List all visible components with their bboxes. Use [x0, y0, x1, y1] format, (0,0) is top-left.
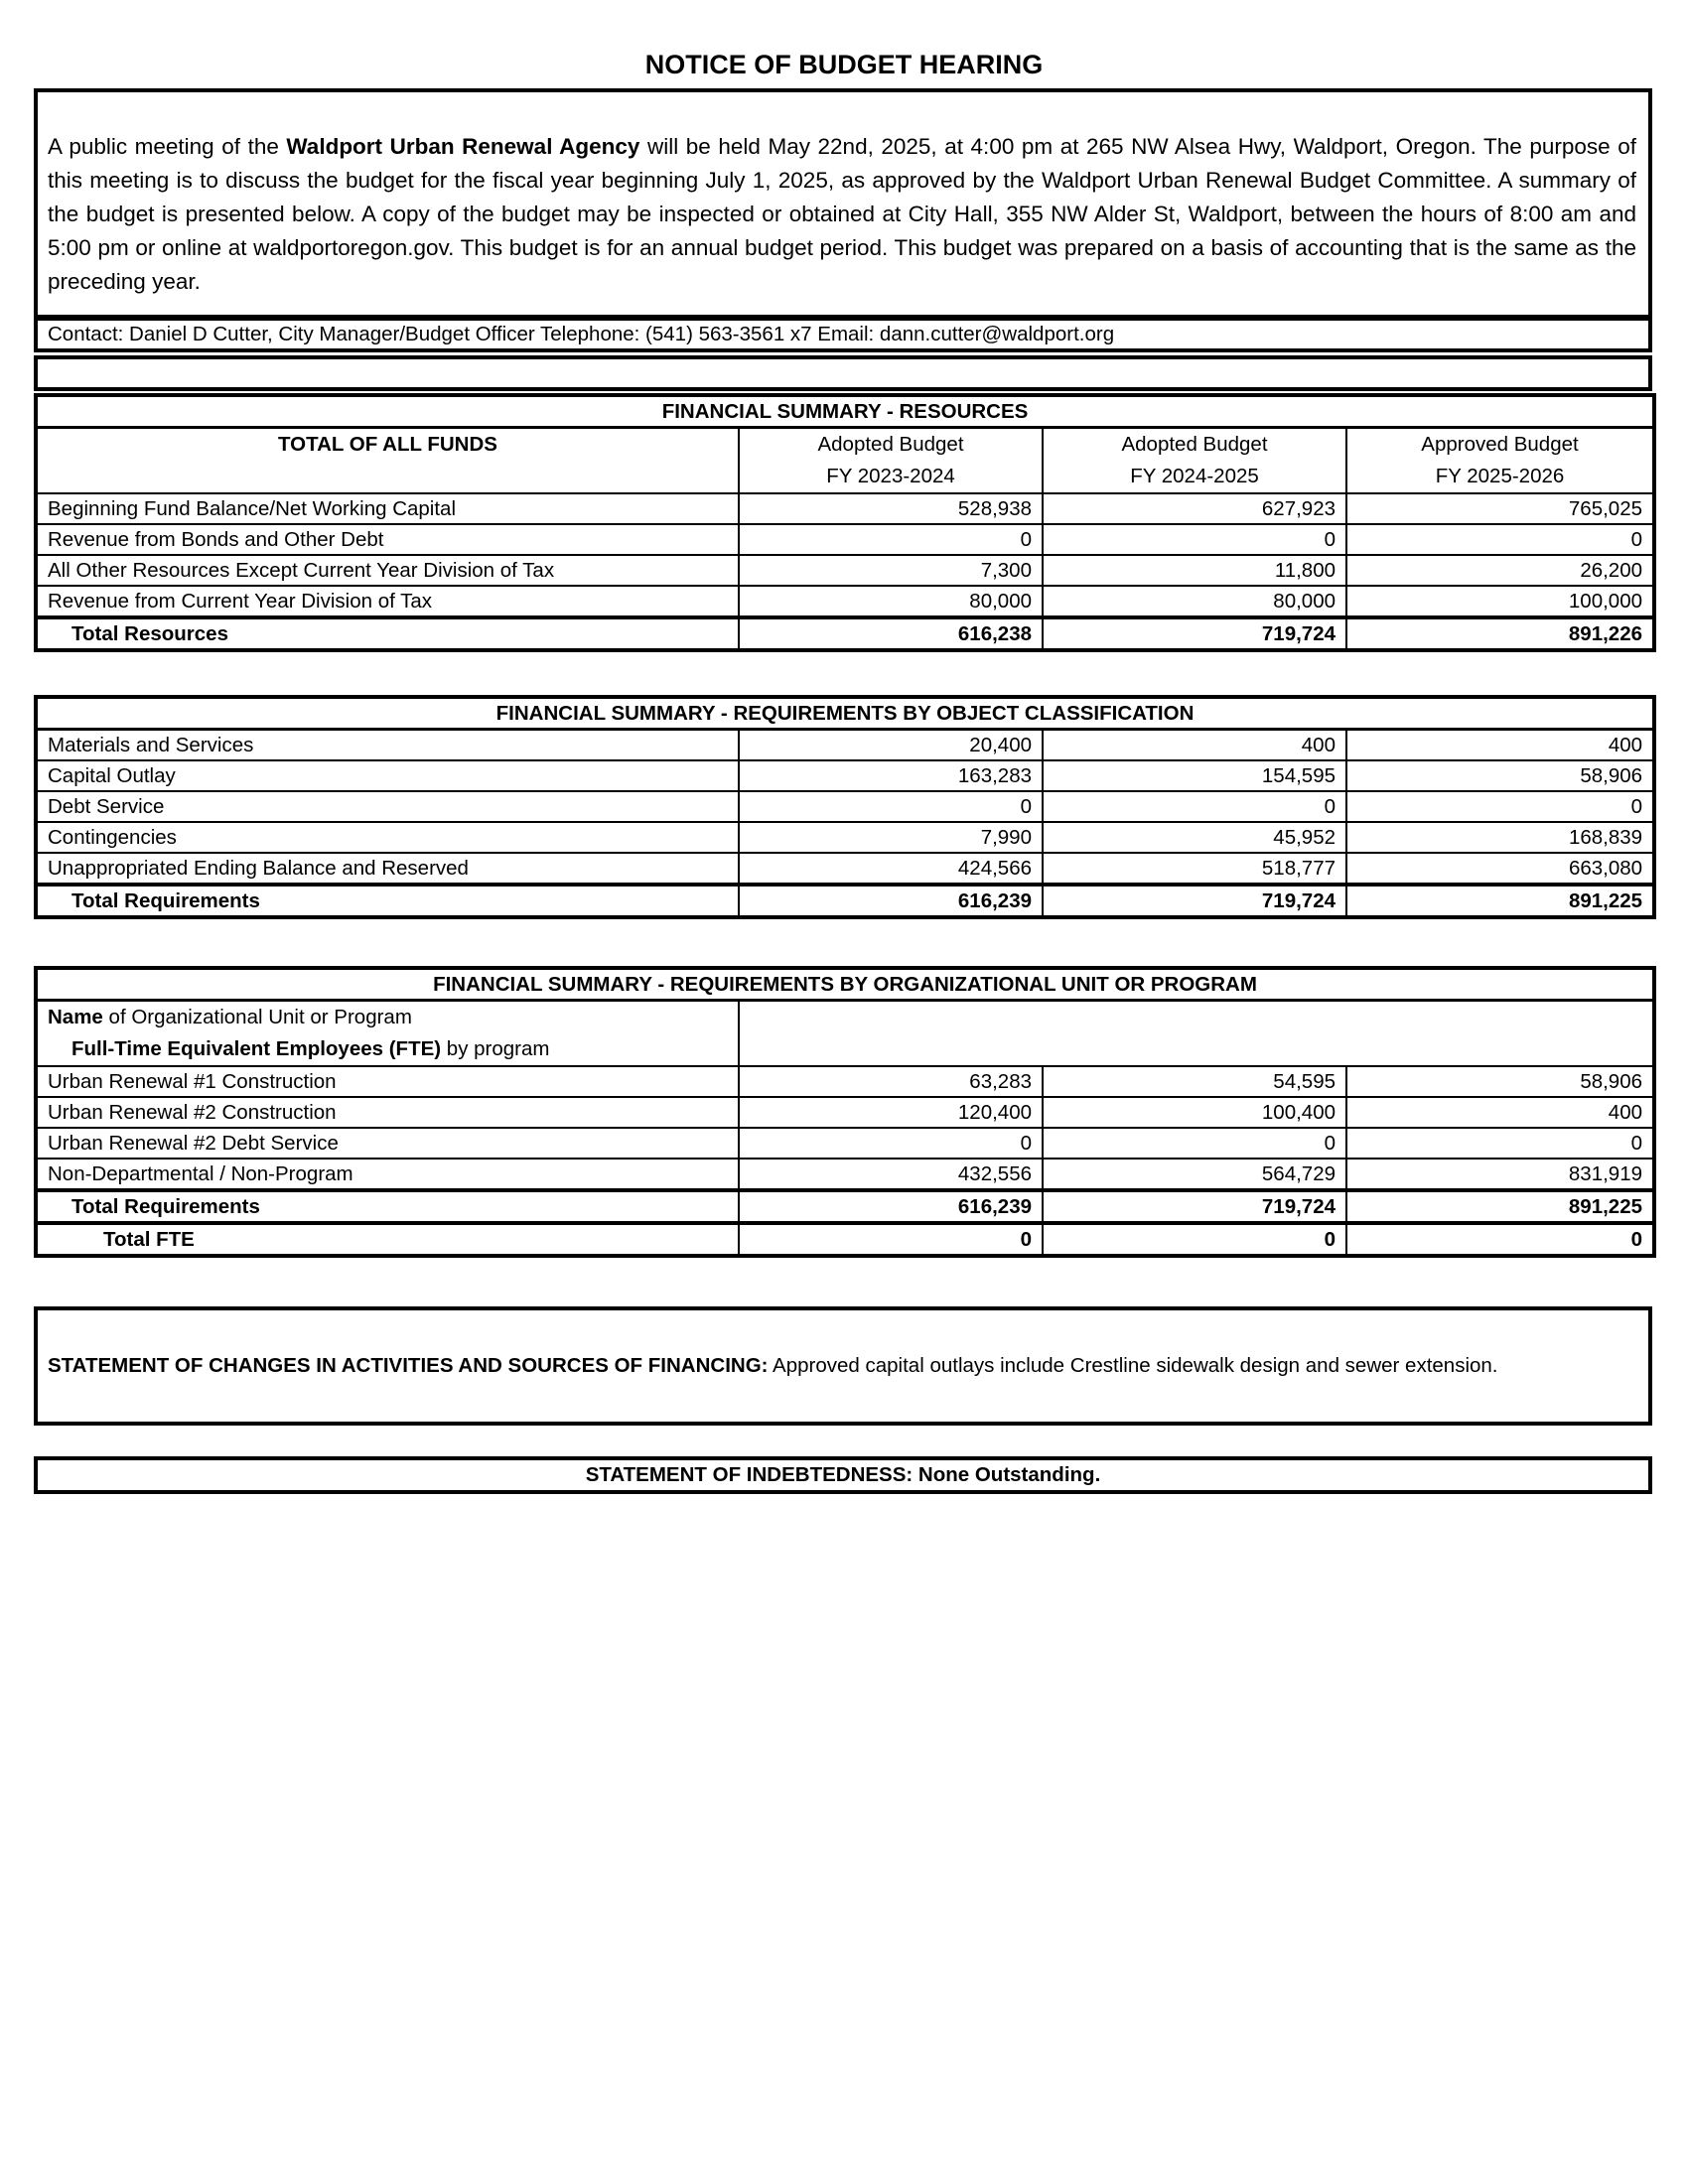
- row-value: 663,080: [1346, 853, 1654, 885]
- column-header-fy2025-2026: Approved Budget FY 2025-2026: [1346, 428, 1654, 494]
- row-value: 26,200: [1346, 555, 1654, 586]
- row-value: 0: [1346, 1128, 1654, 1159]
- row-value: 564,729: [1043, 1159, 1346, 1190]
- row-value: 0: [739, 1128, 1043, 1159]
- row-value: 0: [1346, 524, 1654, 555]
- organizational-unit-table: [34, 966, 1656, 1258]
- table-row: [36, 1159, 1654, 1190]
- row-label: Urban Renewal #2 Debt Service: [36, 1128, 739, 1159]
- org-total-requirements-row: Total Requirements 616,239 719,724 891,225: [36, 1190, 1654, 1223]
- table-row: [36, 791, 1654, 822]
- changes-text: Approved capital outlays include Crestline sidewalk design and sewer extension.: [768, 1354, 1498, 1377]
- row-label: Contingencies: [36, 822, 739, 853]
- row-value: 424,566: [739, 853, 1043, 885]
- row-value: 11,800: [1043, 555, 1346, 586]
- row-value: 58,906: [1346, 1066, 1654, 1097]
- table-row: [36, 853, 1654, 885]
- name-header-blank: [739, 1001, 1654, 1067]
- table-row: [36, 586, 1654, 617]
- row-value: 518,777: [1043, 853, 1346, 885]
- object-classification-table: [34, 695, 1656, 919]
- row-value: 7,990: [739, 822, 1043, 853]
- row-label: Debt Service: [36, 791, 739, 822]
- changes-statement: [48, 1354, 1498, 1378]
- resources-header: FINANCIAL SUMMARY - RESOURCES: [36, 395, 1654, 428]
- row-value: 154,595: [1043, 760, 1346, 791]
- row-label: Urban Renewal #1 Construction: [36, 1066, 739, 1097]
- row-value: 400: [1346, 1097, 1654, 1128]
- contact-line: Contact: Daniel D Cutter, City Manager/Budget Officer Telephone: (541) 563-3561 x7 Email: dann.cutter@waldport.org: [34, 317, 1652, 352]
- table-row: [36, 1097, 1654, 1128]
- table-row: [36, 1066, 1654, 1097]
- row-label: Revenue from Current Year Division of Tax: [36, 586, 739, 617]
- total-fte-row: Total FTE 0 0 0: [36, 1223, 1654, 1256]
- row-value: 0: [739, 524, 1043, 555]
- row-value: 627,923: [1043, 493, 1346, 524]
- row-value: 80,000: [1043, 586, 1346, 617]
- notice-text-part1: A public meeting of the: [48, 134, 287, 159]
- row-value: 63,283: [739, 1066, 1043, 1097]
- row-label: Materials and Services: [36, 730, 739, 761]
- row-value: 0: [1043, 1128, 1346, 1159]
- row-value: 0: [1043, 791, 1346, 822]
- column-header-fy2023-2024: Adopted Budget FY 2023-2024: [739, 428, 1043, 494]
- row-value: 432,556: [739, 1159, 1043, 1190]
- row-value: 45,952: [1043, 822, 1346, 853]
- changes-statement-box: [34, 1306, 1652, 1426]
- row-value: 54,595: [1043, 1066, 1346, 1097]
- row-value: 0: [1043, 524, 1346, 555]
- row-value: 7,300: [739, 555, 1043, 586]
- table-row: [36, 555, 1654, 586]
- agency-name: Waldport Urban Renewal Agency: [286, 134, 640, 159]
- row-value: 120,400: [739, 1097, 1043, 1128]
- row-label: Capital Outlay: [36, 760, 739, 791]
- indebtedness-statement: STATEMENT OF INDEBTEDNESS: None Outstanding.: [34, 1456, 1652, 1494]
- row-value: 100,400: [1043, 1097, 1346, 1128]
- row-value: 100,000: [1346, 586, 1654, 617]
- blank-row: [34, 355, 1652, 391]
- row-value: 163,283: [739, 760, 1043, 791]
- table-row: [36, 524, 1654, 555]
- row-value: 80,000: [739, 586, 1043, 617]
- organizational-unit-header: FINANCIAL SUMMARY - REQUIREMENTS BY ORGANIZATIONAL UNIT OR PROGRAM: [36, 968, 1654, 1001]
- notice-text: [48, 130, 1636, 299]
- table-row: [36, 493, 1654, 524]
- changes-label: STATEMENT OF CHANGES IN ACTIVITIES AND SOURCES OF FINANCING:: [48, 1354, 769, 1377]
- row-value: 0: [1346, 791, 1654, 822]
- row-label: Beginning Fund Balance/Net Working Capital: [36, 493, 739, 524]
- row-value: 400: [1346, 730, 1654, 761]
- row-label: Non-Departmental / Non-Program: [36, 1159, 739, 1190]
- row-value: 831,919: [1346, 1159, 1654, 1190]
- table-row: [36, 730, 1654, 761]
- table-row: [36, 1128, 1654, 1159]
- table-row: [36, 822, 1654, 853]
- row-label: Urban Renewal #2 Construction: [36, 1097, 739, 1128]
- row-value: 528,938: [739, 493, 1043, 524]
- resources-table: [34, 393, 1656, 652]
- page-title: NOTICE OF BUDGET HEARING: [644, 50, 1044, 79]
- object-classification-header: FINANCIAL SUMMARY - REQUIREMENTS BY OBJECT CLASSIFICATION: [36, 697, 1654, 730]
- table-row: [36, 760, 1654, 791]
- total-requirements-row: Total Requirements 616,239 719,724 891,225: [36, 885, 1654, 917]
- row-label: All Other Resources Except Current Year Division of Tax: [36, 555, 739, 586]
- notice-text-part2: will be held May 22nd, 2025, at 4:00 pm at 265 NW Alsea Hwy, Waldport, Oregon. The purpose of this meeting is to discuss the budget for the fiscal year beginning July 1, 2025, as approved by the Waldport Urban Renewal Budget Committee. A summary of the budget is presented below. A copy of the budget may be inspected or obtained at City Hall, 355 NW Alder St, Waldport, between the hours of 8:00 am and 5:00 pm or online at waldportoregon.gov. This budget is for an annual budget period. This budget was prepared on a basis of accounting that is the same as the preceding year.: [48, 134, 1636, 294]
- name-of-unit-label: Name of Organizational Unit or Program Full-Time Equivalent Employees (FTE) by program: [36, 1001, 739, 1067]
- row-label: Unappropriated Ending Balance and Reserved: [36, 853, 739, 885]
- notice-box: [34, 88, 1652, 319]
- total-resources-row: Total Resources 616,238 719,724 891,226: [36, 617, 1654, 650]
- row-label: Revenue from Bonds and Other Debt: [36, 524, 739, 555]
- row-value: 765,025: [1346, 493, 1654, 524]
- row-value: 20,400: [739, 730, 1043, 761]
- row-value: 168,839: [1346, 822, 1654, 853]
- column-header-fy2024-2025: Adopted Budget FY 2024-2025: [1043, 428, 1346, 494]
- row-value: 0: [739, 791, 1043, 822]
- row-value: 400: [1043, 730, 1346, 761]
- row-value: 58,906: [1346, 760, 1654, 791]
- total-of-all-funds-label: TOTAL OF ALL FUNDS: [36, 428, 739, 494]
